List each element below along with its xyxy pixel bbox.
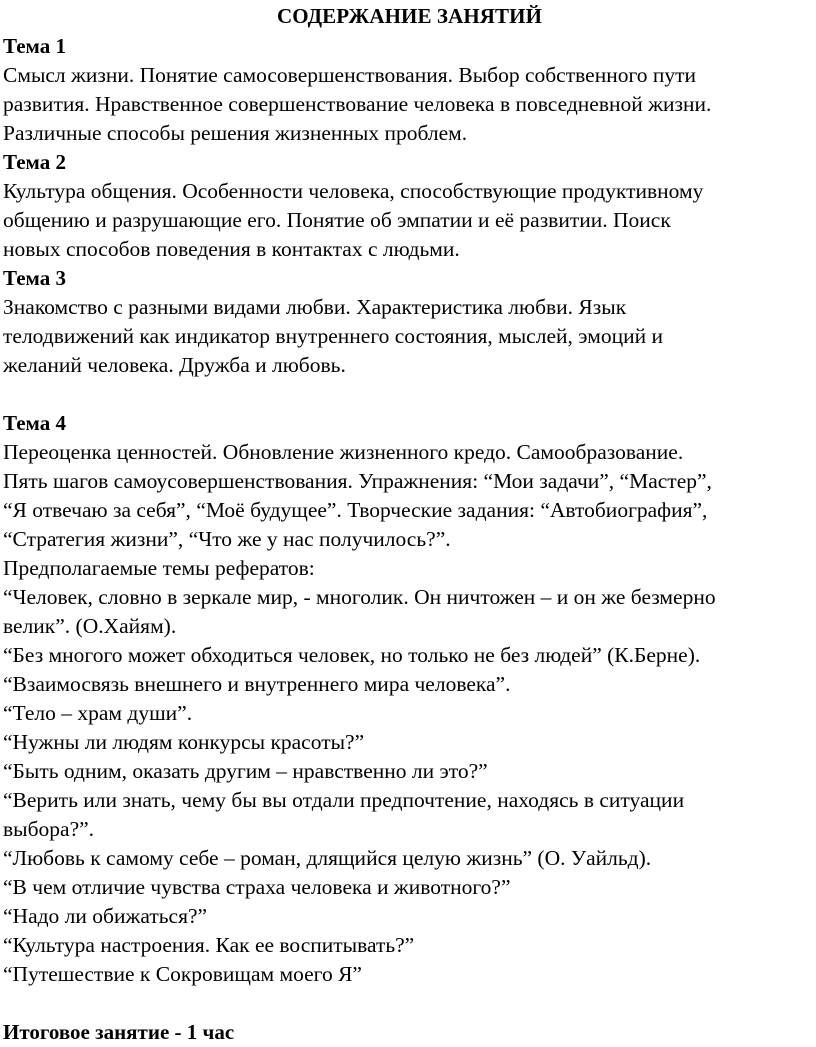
document-title: СОДЕРЖАНИЕ ЗАНЯТИЙ	[276, 4, 543, 28]
text-line: Знакомство с разными видами любви. Характеристика любви. Язык	[3, 295, 627, 319]
text-line: развития. Нравственное совершенствование человека в повседневной жизни.	[3, 92, 712, 116]
essay-line: “В чем отличие чувства страха человека и животного?”	[3, 875, 511, 899]
text-line: Пять шагов самоусовершенствования. Упражнения: “Мои задачи”, “Мастер”,	[3, 469, 712, 493]
text-line: Переоценка ценностей. Обновление жизненного кредо. Самообразование.	[3, 440, 684, 464]
text-line: “Я отвечаю за себя”, “Моё будущее”. Творческие задания: “Автобиография”,	[3, 498, 708, 522]
topic-text	[3, 293, 816, 380]
topic-heading: Тема 4	[3, 411, 66, 435]
essay-line: “Быть одним, оказать другим – нравственно ли это?”	[3, 759, 488, 783]
essay-line: “Надо ли обижаться?”	[3, 904, 208, 928]
essay-topics	[3, 554, 816, 989]
essay-line: “Взаимосвязь внешнего и внутреннего мира человека”.	[3, 672, 511, 696]
essay-line: “Тело – храм души”.	[3, 701, 193, 725]
topic-text	[3, 61, 816, 148]
topic-3	[3, 264, 816, 380]
essay-line: “Любовь к самому себе – роман, длящийся целую жизнь” (О. Уайльд).	[3, 846, 652, 870]
topic-text	[3, 438, 816, 554]
text-line: общению и разрушающие его. Понятие об эмпатии и её развитии. Поиск	[3, 208, 671, 232]
essay-line: “Нужны ли людям конкурсы красоты?”	[3, 730, 365, 754]
essay-intro: Предполагаемые темы рефератов:	[3, 556, 315, 580]
essay-line: “Верить или знать, чему бы вы отдали предпочтение, находясь в ситуации	[3, 788, 685, 812]
essay-line: выбора?”.	[3, 817, 95, 841]
topic-1	[3, 32, 816, 148]
topic-4	[3, 409, 816, 554]
essay-line: велик”. (О.Хайям).	[3, 614, 177, 638]
text-line: Культура общения. Особенности человека, способствующие продуктивному	[3, 179, 704, 203]
text-line: “Стратегия жизни”, “Что же у нас получилось?”.	[3, 527, 451, 551]
topic-heading: Тема 3	[3, 266, 66, 290]
blank-line	[3, 380, 816, 409]
essay-line: “Культура настроения. Как ее воспитывать?”	[3, 933, 415, 957]
blank-line	[3, 989, 816, 1018]
essay-line: “Без многого может обходиться человек, но только не без людей” (К.Берне).	[3, 643, 701, 667]
text-line: телодвижений как индикатор внутреннего состояния, мыслей, эмоций и	[3, 324, 664, 348]
final-session: Итоговое занятие - 1 час	[3, 1020, 235, 1044]
essay-line: “Путешествие к Сокровищам моего Я”	[3, 962, 362, 986]
topic-heading: Тема 2	[3, 150, 66, 174]
text-line: новых способов поведения в контактах с людьми.	[3, 237, 460, 261]
essay-line: “Человек, словно в зеркале мир, - многолик. Он ничтожен – и он же безмерно	[3, 585, 716, 609]
topic-heading: Тема 1	[3, 34, 66, 58]
text-line: Различные способы решения жизненных проблем.	[3, 121, 468, 145]
topic-2	[3, 148, 816, 264]
text-line: Смысл жизни. Понятие самосовершенствования. Выбор собственного пути	[3, 63, 697, 87]
text-line: желаний человека. Дружба и любовь.	[3, 353, 346, 377]
topic-text	[3, 177, 816, 264]
